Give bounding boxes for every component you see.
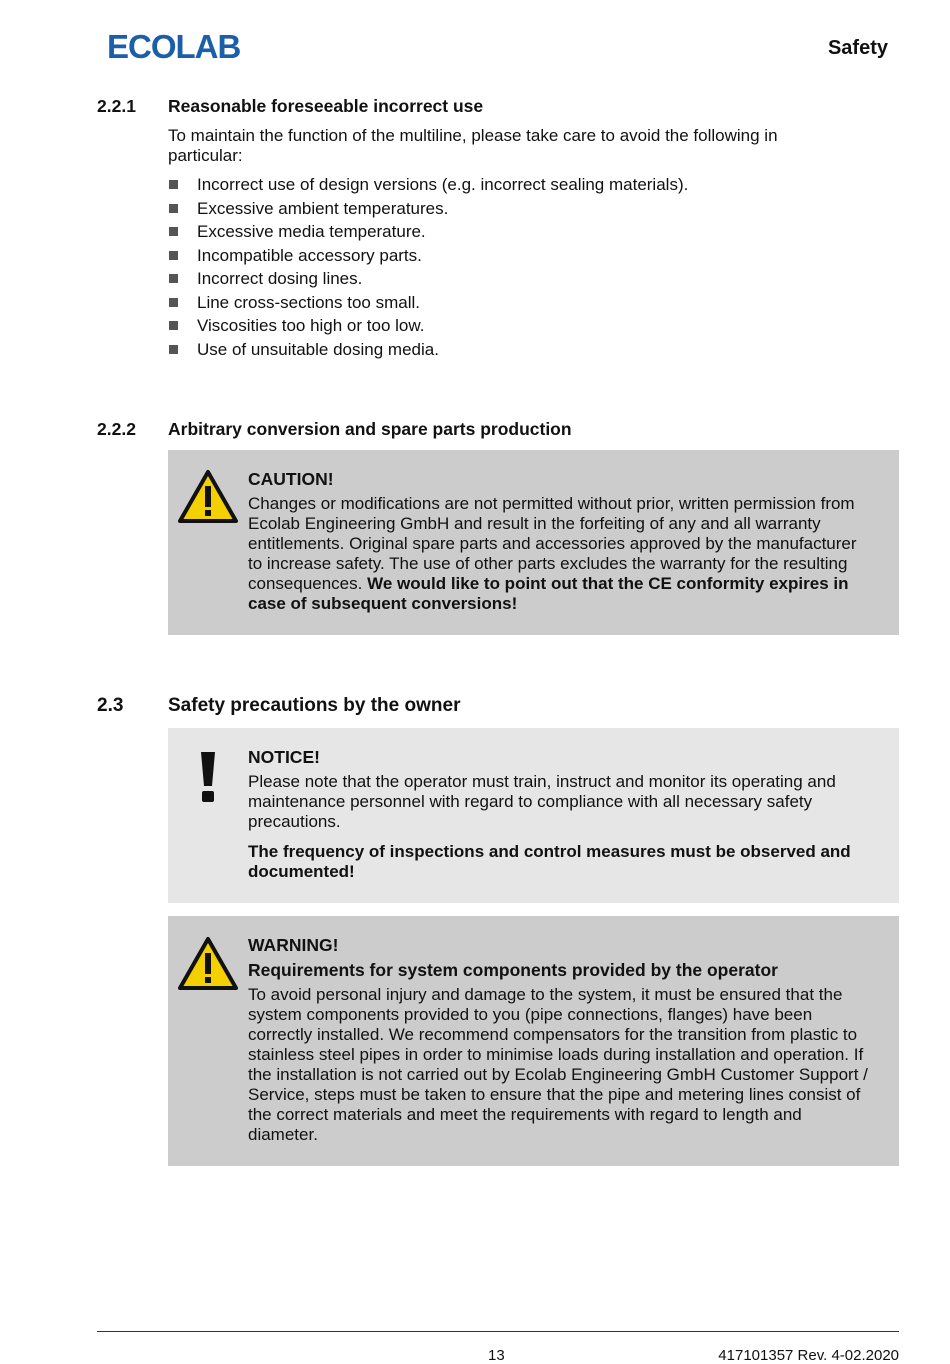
caution-text: Changes or modifications are not permitted without prior, written permission from Ecolab Engineering GmbH and result in the forfeiting of any and all warranty entitlements. Original spare parts and accessories approved by the manufacturer to increase safety. The use of other parts excludes the warranty for the resulting consequences. We would like to point out that the CE conformity expires in case of subsequent conversions! (248, 494, 857, 613)
section-intro: To maintain the function of the multiline, please take care to avoid the following in particular: (168, 126, 778, 165)
header-section-title: Safety (827, 37, 888, 59)
section-title-2-3: Safety precautions by the owner (168, 695, 461, 716)
list-item: Excessive media temperature. (168, 222, 688, 246)
list-item: Excessive ambient temperatures. (168, 199, 688, 223)
warning-text: To avoid personal injury and damage to the system, it must be ensured that the system components provided to you (pipe connections, flanges) have been correctly installed. We recommend compensators for the transition from plastic to stainless steel pipes in order to minimise loads during installation and operation. If the installation is not carried out by Ecolab Engineering GmbH Customer Support / Service, steps must be taken to ensure that the pipe and metering lines consist of the correct materials and meet the requirements with regard to length and diameter. (248, 985, 868, 1144)
list-item: Viscosities too high or too low. (168, 316, 688, 340)
warning-triangle-icon (177, 936, 239, 997)
warning-triangle-icon (177, 469, 239, 530)
bullet-square-icon (169, 298, 178, 307)
section-title-2-2-1: Reasonable foreseeable incorrect use (168, 96, 484, 116)
document-reference: 417101357 Rev. 4-02.2020 (718, 1347, 899, 1364)
bullet-square-icon (169, 345, 178, 354)
bullet-square-icon (169, 204, 178, 213)
bullet-square-icon (169, 227, 178, 236)
bullet-square-icon (169, 180, 178, 189)
section-title-2-2-2: Arbitrary conversion and spare parts production (168, 419, 572, 439)
list-item: Line cross-sections too small. (168, 293, 688, 317)
list-item: Incorrect use of design versions (e.g. incorrect sealing materials). (168, 175, 688, 199)
list-item: Incorrect dosing lines. (168, 269, 688, 293)
warning-subtitle: Requirements for system components provided by the operator (248, 960, 778, 980)
caution-bold-text: We would like to point out that the CE conformity expires in case of subsequent conversions! (248, 574, 849, 613)
notice-bold-text: The frequency of inspections and control measures must be observed and documented! (248, 842, 851, 881)
page-number: 13 (488, 1347, 505, 1364)
ecolab-logo (107, 28, 257, 64)
notice-text: Please note that the operator must train, instruct and monitor its operating and maintenance personnel with regard to compliance with all necessary safety precautions. (248, 772, 836, 831)
warning-label: WARNING! (248, 935, 339, 955)
list-item: Use of unsuitable dosing media. (168, 340, 688, 364)
bullet-square-icon (169, 321, 178, 330)
section-number-2-3: 2.3 (97, 695, 124, 716)
caution-label: CAUTION! (248, 469, 334, 489)
notice-label: NOTICE! (248, 747, 320, 767)
footer-divider (97, 1331, 899, 1332)
bullet-square-icon (169, 274, 178, 283)
list-item: Incompatible accessory parts. (168, 246, 688, 270)
logo-text: ECOLAB (107, 28, 241, 64)
notice-box (168, 728, 899, 903)
caution-box (168, 450, 899, 635)
section-number-2-2-2: 2.2.2 (97, 419, 136, 439)
warning-box (168, 916, 899, 1166)
section-number-2-2-1: 2.2.1 (97, 96, 136, 116)
bullet-square-icon (169, 251, 178, 260)
exclamation-icon (198, 750, 218, 809)
incorrect-use-list (168, 175, 688, 363)
